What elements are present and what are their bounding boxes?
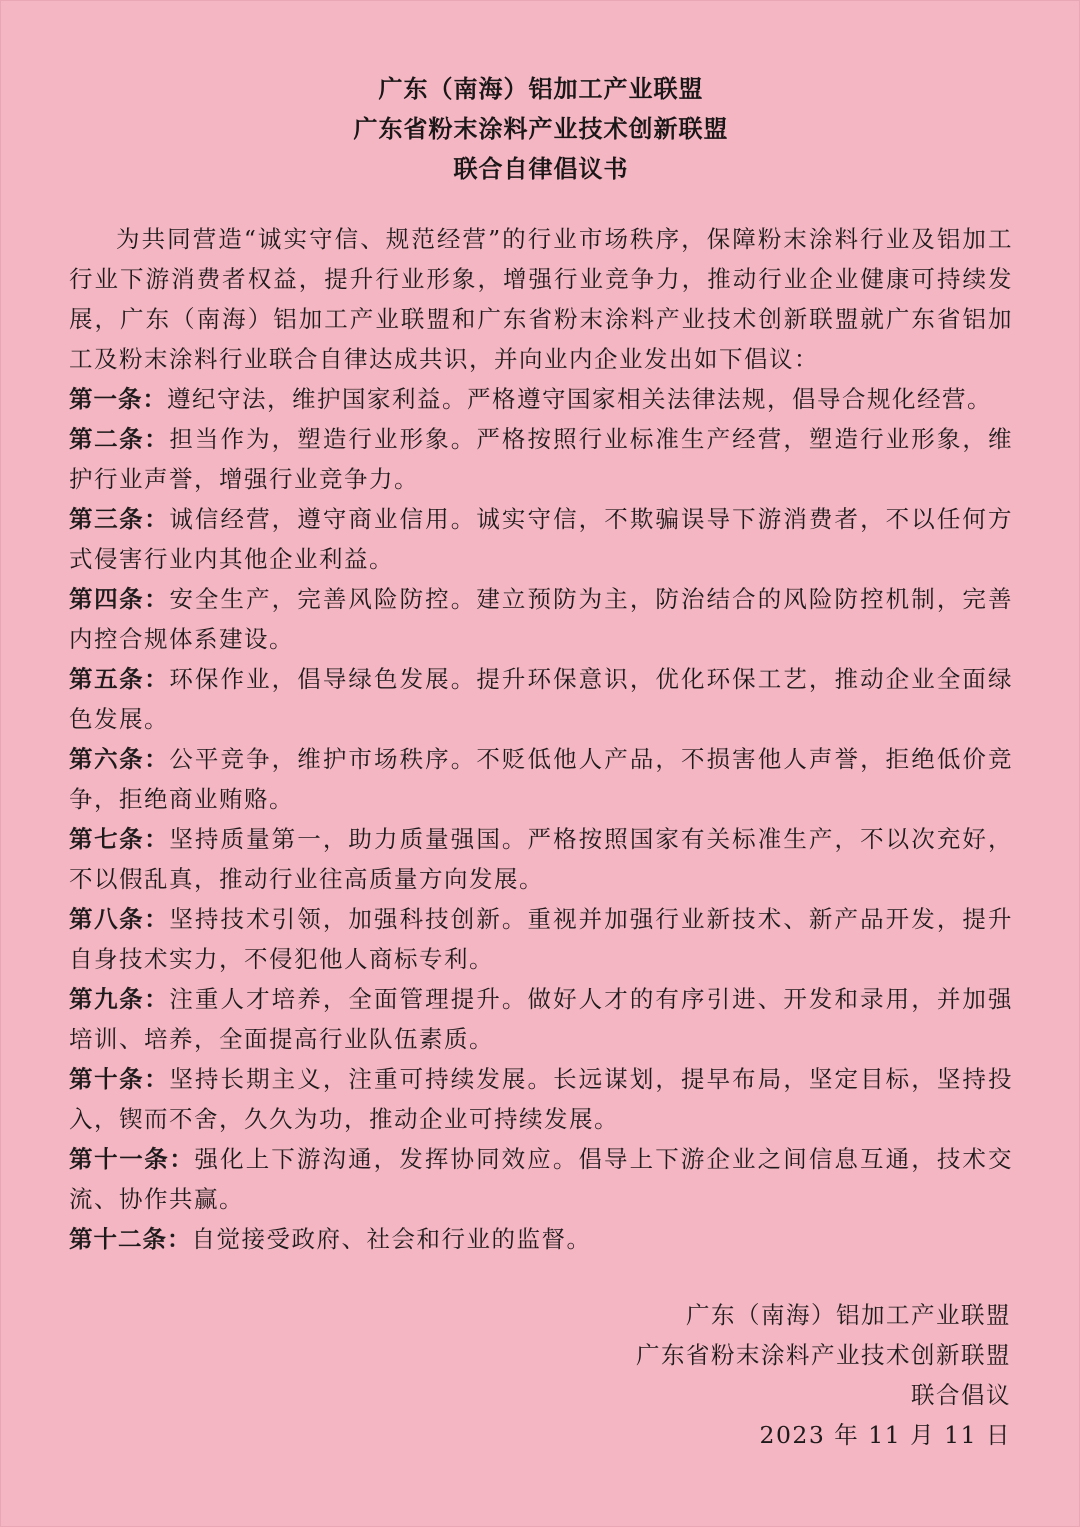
article-label: 第六条：	[69, 745, 170, 773]
article-label: 第七条：	[69, 825, 170, 853]
article-label: 第九条：	[69, 985, 170, 1013]
article-text: 担当作为，塑造行业形象。严格按照行业标准生产经营，塑造行业形象，维护行业声誉，增强行业竞争力。	[69, 425, 1014, 493]
article-8	[69, 899, 1013, 979]
article-3	[69, 499, 1013, 579]
article-label: 第四条：	[69, 585, 170, 613]
article-2	[69, 419, 1013, 499]
article-text: 坚持技术引领，加强科技创新。重视并加强行业新技术、新产品开发，提升自身技术实力，不侵犯他人商标专利。	[69, 905, 1014, 973]
article-text: 坚持长期主义，注重可持续发展。长远谋划，提早布局，坚定目标，坚持投入，锲而不舍，久久为功，推动企业可持续发展。	[69, 1065, 1014, 1133]
article-text: 强化上下游沟通，发挥协同效应。倡导上下游企业之间信息互通，技术交流、协作共赢。	[69, 1145, 1014, 1213]
title-block	[1, 69, 1080, 189]
article-label: 第十条：	[69, 1065, 170, 1093]
article-label: 第十一条：	[69, 1145, 195, 1173]
title-line-1: 广东（南海）铝加工产业联盟	[378, 75, 704, 103]
article-6	[69, 739, 1013, 819]
article-label: 第一条：	[69, 385, 167, 413]
article-text: 遵纪守法，维护国家利益。严格遵守国家相关法律法规，倡导合规化经营。	[167, 385, 992, 413]
signature-org-2: 广东省粉末涂料产业技术创新联盟	[636, 1341, 1011, 1369]
article-9	[69, 979, 1013, 1059]
article-label: 第五条：	[69, 665, 170, 693]
article-10	[69, 1059, 1013, 1139]
title-line-3: 联合自律倡议书	[453, 155, 629, 183]
signature-org-1: 广东（南海）铝加工产业联盟	[686, 1301, 1011, 1329]
article-text: 安全生产，完善风险防控。建立预防为主，防治结合的风险防控机制，完善内控合规体系建设。	[69, 585, 1014, 653]
article-5	[69, 659, 1013, 739]
article-label: 第二条：	[69, 425, 170, 453]
article-label: 第三条：	[69, 505, 170, 533]
article-text: 诚信经营，遵守商业信用。诚实守信，不欺骗误导下游消费者，不以任何方式侵害行业内其他企业利益。	[69, 505, 1014, 573]
article-label: 第八条：	[69, 905, 170, 933]
article-text: 注重人才培养，全面管理提升。做好人才的有序引进、开发和录用，并加强培训、培养，全面提高行业队伍素质。	[69, 985, 1014, 1053]
intro-paragraph: 为共同营造“诚实守信、规范经营”的行业市场秩序，保障粉末涂料行业及铝加工行业下游消费者权益，提升行业形象，增强行业竞争力，推动行业企业健康可持续发展，广东（南海）铝加工产业联盟和广东省粉末涂料产业技术创新联盟就广东省铝加工及粉末涂料行业联合自律达成共识，并向业内企业发出如下倡议：	[69, 225, 1013, 373]
article-7	[69, 819, 1013, 899]
article-label: 第十二条：	[69, 1225, 192, 1253]
article-4	[69, 579, 1013, 659]
title-line-2: 广东省粉末涂料产业技术创新联盟	[353, 115, 729, 143]
article-text: 自觉接受政府、社会和行业的监督。	[191, 1225, 592, 1253]
article-text: 坚持质量第一，助力质量强国。严格按照国家有关标准生产，不以次充好，不以假乱真，推动行业往高质量方向发展。	[69, 825, 1014, 893]
article-text: 环保作业，倡导绿色发展。提升环保意识，优化环保工艺，推动企业全面绿色发展。	[69, 665, 1014, 733]
article-12	[69, 1219, 1013, 1259]
document-body	[69, 219, 1013, 1259]
article-1	[69, 379, 1013, 419]
article-text: 公平竞争，维护市场秩序。不贬低他人产品，不损害他人声誉，拒绝低价竞争，拒绝商业贿赂。	[69, 745, 1014, 813]
signature-date: 2023 年 11 月 11 日	[759, 1421, 1011, 1449]
article-11	[69, 1139, 1013, 1219]
signature-note: 联合倡议	[911, 1381, 1011, 1409]
signature-block	[636, 1295, 1011, 1455]
